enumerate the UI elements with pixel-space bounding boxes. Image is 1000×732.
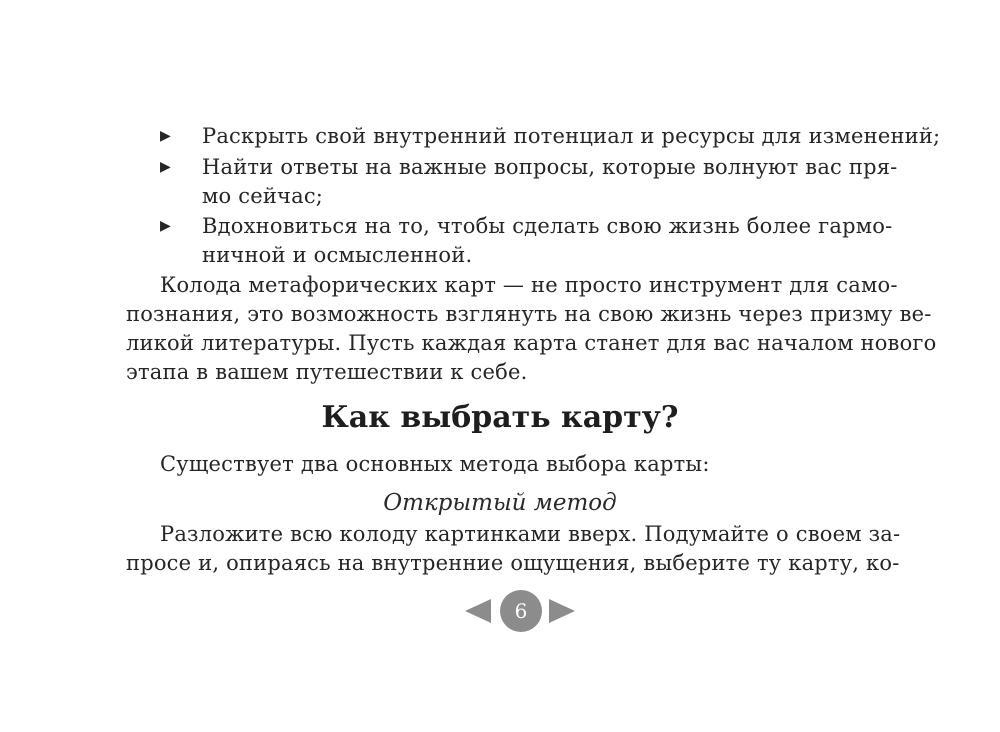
paragraph-line: Разложите всю колоду картинками вверх. Подумайте о своем за- xyxy=(160,522,901,546)
bullet-marker-icon: ▶ xyxy=(160,218,171,234)
page-navigator xyxy=(465,590,577,632)
paragraph-line: Колода метафорических карт — не просто инструмент для само- xyxy=(160,273,898,297)
bullet-line: Вдохновиться на то, чтобы сделать свою жизнь более гармо- xyxy=(202,214,893,238)
intro-line: Существует два основных метода выбора карты: xyxy=(160,452,710,476)
paragraph-line: просе и, опираясь на внутренние ощущения, выберите ту карту, ко- xyxy=(126,551,900,575)
bullet-item xyxy=(202,154,898,180)
bullet-line: мо сейчас; xyxy=(202,184,324,208)
bullet-marker-icon: ▶ xyxy=(160,159,171,175)
bullet-line: ничной и осмысленной. xyxy=(202,243,473,267)
bullet-marker-icon: ▶ xyxy=(160,128,171,144)
bullet-line: Раскрыть свой внутренний потенциал и ресурсы для изменений; xyxy=(202,124,941,148)
bullet-line: Найти ответы на важные вопросы, которые волнуют вас пря- xyxy=(202,155,898,179)
bullet-item xyxy=(202,123,941,149)
section-heading: Как выбрать карту? xyxy=(321,400,679,435)
method-subheading: Открытый метод xyxy=(383,490,617,516)
paragraph-line: познания, это возможность взглянуть на свою жизнь через призму ве- xyxy=(126,302,932,326)
paragraph-line: ликой литературы. Пусть каждая карта станет для вас началом нового xyxy=(126,331,937,355)
page-number: 6 xyxy=(500,590,542,632)
triangle-left-icon[interactable] xyxy=(465,599,491,623)
bullet-item xyxy=(202,213,892,239)
triangle-right-icon[interactable] xyxy=(549,599,575,623)
bullet-item-continuation xyxy=(202,183,892,209)
paragraph-line: этапа в вашем путешествии к себе. xyxy=(126,360,528,384)
bullet-item-continuation xyxy=(202,242,892,268)
